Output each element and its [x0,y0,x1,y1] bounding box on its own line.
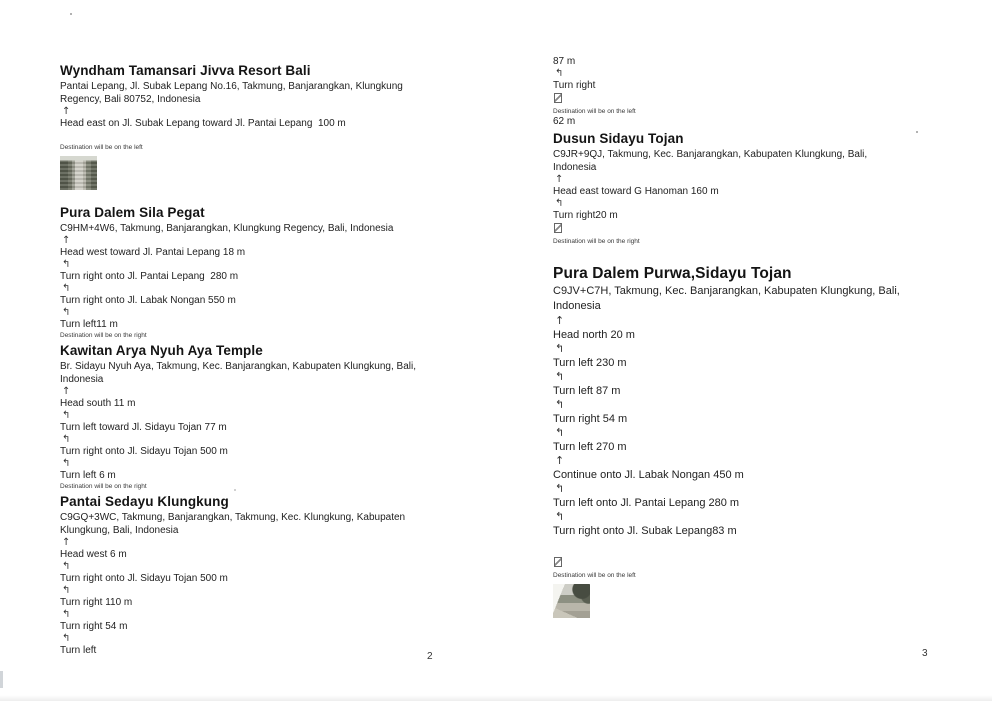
direction-step: Turn left11 m [60,319,118,330]
scan-speck [234,489,236,491]
maneuver-icon-line [60,235,474,247]
direction-step: Turn right 54 m [553,412,628,425]
place-address: Br. Sidayu Nyuh Aya, Takmung, Kec. Banjarangkan, Kabupaten Klungkung, Bali, Indonesia [60,361,416,385]
place-title: Pura Dalem Sila Pegat [60,205,205,220]
direction-step: Turn right 110 m [60,597,133,608]
turn-arrow-icon: ↰ [62,561,71,572]
destination-note: Destination will be on the left [553,108,636,115]
straight-arrow-icon: ↑ [62,235,71,246]
maneuver-icon-line [553,68,967,80]
place-title: Wyndham Tamansari Jivva Resort Bali [60,63,311,78]
maneuver-icon-line [553,482,967,497]
direction-step: Turn left 6 m [60,470,116,481]
turn-arrow-icon: ↰ [555,426,565,439]
maneuver-icon-line [60,434,474,446]
straight-arrow-icon: ↑ [555,454,565,467]
turn-arrow-icon: ↰ [555,370,565,383]
turn-arrow-icon: ↰ [62,458,71,469]
missing-glyph-icon [554,557,562,567]
direction-step: Turn right [553,80,596,91]
destination-note: Destination will be on the right [60,332,147,339]
maneuver-icon-line [60,458,474,470]
straight-arrow-icon: ↑ [62,537,71,548]
straight-arrow-icon: ↑ [62,386,71,397]
direction-step: Turn left 270 m [553,440,627,453]
maneuver-icon-line [553,198,967,210]
page-number: 3 [922,648,928,659]
missing-glyph-icon [554,93,562,103]
place-address: C9HM+4W6, Takmung, Banjarangkan, Klungkung Regency, Bali, Indonesia [60,223,394,234]
maneuver-icon-line [60,283,474,295]
maneuver-icon-line [60,386,474,398]
place-title: Pura Dalem Purwa,Sidayu Tojan [553,265,792,282]
maneuver-icon-line [553,426,967,441]
turn-arrow-icon: ↰ [555,68,564,79]
maneuver-icon-line [60,585,474,597]
maneuver-icon-line [553,370,967,385]
direction-step: Turn right onto Jl. Subak Lepang83 m [553,524,737,537]
scan-edge-shadow [0,695,992,701]
turn-arrow-icon: ↰ [555,510,565,523]
turn-arrow-icon: ↰ [555,398,565,411]
place-title: Kawitan Arya Nyuh Aya Temple [60,343,263,358]
straight-arrow-icon: ↑ [62,106,71,117]
direction-step: Head west toward Jl. Pantai Lepang 18 m [60,247,246,258]
maneuver-icon-line [553,174,967,186]
maneuver-icon-line [553,556,967,571]
page-number: 2 [427,651,433,662]
direction-step: Turn right onto Jl. Labak Nongan 550 m [60,295,236,306]
maneuver-icon-line [553,342,967,357]
straight-arrow-icon: ↑ [555,174,564,185]
destination-note: Destination will be on the right [553,238,640,245]
scan-speck [70,13,72,15]
destination-note: Destination will be on the left [553,572,636,579]
maneuver-icon-line [553,222,967,237]
turn-arrow-icon: ↰ [62,434,71,445]
direction-step: Turn right 54 m [60,621,128,632]
maneuver-icon-line [60,537,474,549]
direction-step: Head east on Jl. Subak Lepang toward Jl. Pantai Lepang 100 m [60,118,346,129]
spacer [60,130,61,143]
turn-arrow-icon: ↰ [62,410,71,421]
turn-arrow-icon: ↰ [62,633,71,644]
direction-step: Turn right onto Jl. Sidayu Tojan 500 m [60,446,228,457]
direction-step: 62 m [553,116,576,127]
place-title: Pantai Sedayu Klungkung [60,494,229,509]
scan-speck [916,131,918,133]
place-address: C9JR+9QJ, Takmung, Kec. Banjarangkan, Kabupaten Klungkung, Bali, Indonesia [553,149,868,173]
direction-step: Turn left toward Jl. Sidayu Tojan 77 m [60,422,227,433]
direction-step: Head west 6 m [60,549,127,560]
streetview-thumbnail [553,584,590,618]
maneuver-icon-line [60,259,474,271]
direction-step: Turn right onto Jl. Pantai Lepang 280 m [60,271,239,282]
direction-step: Head east toward G Hanoman 160 m [553,186,719,197]
turn-arrow-icon: ↰ [62,259,71,270]
spacer [553,538,554,556]
maneuver-icon-line [60,561,474,573]
place-address: C9GQ+3WC, Takmung, Banjarangkan, Takmung, Kec. Klungkung, Kabupaten Klungkung, Bali, Indonesia [60,512,406,536]
turn-arrow-icon: ↰ [62,609,71,620]
turn-arrow-icon: ↰ [62,283,71,294]
maneuver-icon-line [60,307,474,319]
scan-artifact [0,671,3,688]
maneuver-icon-line [553,510,967,525]
maneuver-icon-line [60,609,474,621]
maneuver-icon-line [553,398,967,413]
streetview-thumbnail [60,156,97,190]
maneuver-icon-line [60,633,474,645]
direction-step: Head south 11 m [60,398,136,409]
page-2-column [60,60,474,657]
direction-step: Turn left onto Jl. Pantai Lepang 280 m [553,496,740,509]
direction-step: 87 m [553,56,576,67]
page-3-column [553,56,967,618]
turn-arrow-icon: ↰ [555,482,565,495]
direction-step: Continue onto Jl. Labak Nongan 450 m [553,468,744,481]
destination-note: Destination will be on the left [60,144,143,151]
turn-arrow-icon: ↰ [555,198,564,209]
missing-glyph-icon [554,223,562,233]
place-title: Dusun Sidayu Tojan [553,131,684,146]
maneuver-icon-line [553,454,967,469]
straight-arrow-icon: ↑ [555,314,565,327]
direction-step: Head north 20 m [553,328,635,341]
direction-step: Turn left [60,645,97,656]
destination-note: Destination will be on the right [60,483,147,490]
turn-arrow-icon: ↰ [555,342,565,355]
place-address: Pantai Lepang, Jl. Subak Lepang No.16, Takmung, Banjarangkan, Klungkung Regency, Bali 80752, Indonesia [60,81,403,105]
spacer [553,246,554,262]
turn-arrow-icon: ↰ [62,585,71,596]
maneuver-icon-line [60,106,474,118]
direction-step: Turn right onto Jl. Sidayu Tojan 500 m [60,573,228,584]
spacer [60,190,61,202]
maneuver-icon-line [553,92,967,107]
direction-step: Turn right20 m [553,210,618,221]
place-address: C9JV+C7H, Takmung, Kec. Banjarangkan, Kabupaten Klungkung, Bali, Indonesia [553,285,900,312]
direction-step: Turn left 230 m [553,356,627,369]
direction-step: Turn left 87 m [553,384,621,397]
turn-arrow-icon: ↰ [62,307,71,318]
maneuver-icon-line [553,314,967,329]
maneuver-icon-line [60,410,474,422]
